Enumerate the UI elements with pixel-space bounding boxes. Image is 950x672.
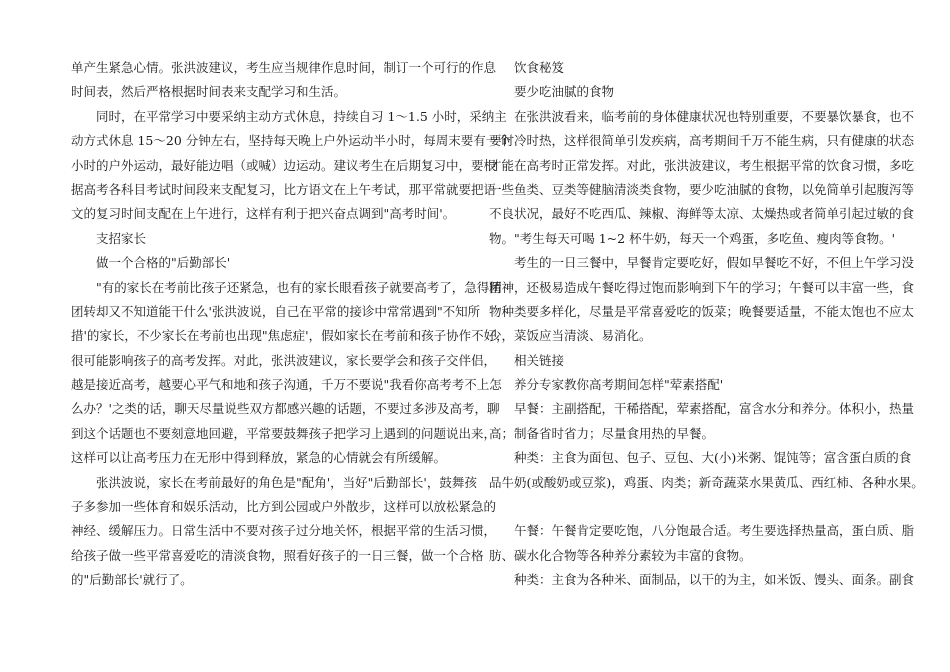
text-line: 早餐：主副搭配，干稀搭配，荤素搭配，富含水分和养分。体积小，热量	[514, 401, 915, 417]
text-line	[489, 495, 881, 519]
text-line: 文的复习时间支配在上午进行，这样有利于把兴奋点调到"高考时间'。	[71, 206, 456, 222]
text-line: 这样可以让高考压力在无形中得到释放，紧急的心情就会有所缓解。	[71, 450, 447, 466]
text-line: 要时冷时热，这样很简单引发疾病，高考期间千万不能生病，只有健康的状态	[489, 133, 915, 149]
text-line: 支招家长	[96, 230, 147, 246]
text-line: 时间表，然后严格根据时间表来支配学习和生活。	[71, 84, 347, 100]
text-line: 不良状况，最好不吃西瓜、辣椒、海鲜等太凉、太燥热或者简单引起过敏的食	[489, 206, 915, 222]
text-line: 同时，在平常学习中要采纳主动方式休息，持续自习 1～1.5 小时，采纳主	[96, 108, 507, 124]
text-line: 在张洪波看来，临考前的身体健康状况也特别重要，不要暴饮暴食，也不	[514, 108, 915, 124]
text-line: 精神，还极易造成午餐吃得过饱而影响到下午的学习；午餐可以丰富一些，食	[489, 279, 915, 295]
text-line: 考生的一日三餐中，早餐肯定要吃好，假如早餐吃不好，不但上午学习没	[514, 255, 915, 271]
left-column	[71, 56, 511, 593]
text-line: 做一个合格的"后勤部长'	[96, 255, 231, 271]
text-line: 午餐：午餐肯定要吃饱，八分饱最合适。考生要选择热量高，蛋白质、脂	[514, 523, 915, 539]
text-line: 越是接近高考，越要心平气和地和孩子沟通，千万不要说"我看你高考考不上怎	[71, 377, 502, 393]
text-line: 到这个话题也不要刻意地回避，平常要鼓舞孩子把学习上遇到的问题说出来，	[71, 425, 497, 441]
text-line: 子多参加一些体育和娱乐活动，比方到公园或户外散步，这样可以放松紧急的	[71, 499, 497, 515]
text-line: 品牛奶(或酸奶或豆浆)，鸡蛋、肉类；新奇蔬菜水果黄瓜、西红柿、各种水果。	[489, 474, 924, 490]
text-line: 物。"考生每天可喝 1~2 杯牛奶，每天一个鸡蛋，多吃鱼、瘦肉等食物。'	[489, 230, 896, 246]
text-line: 要少吃油腻的食物	[514, 84, 615, 100]
text-line: 团转却又不知道能干什么'张洪波说，自己在平常的接诊中常常遇到"不知所	[71, 303, 481, 319]
text-line: 高；制备省时省力；尽量食用热的早餐。	[489, 425, 715, 441]
text-line: 种类：主食为各种米、面制品，以干的为主，如米饭、馒头、面条。副食	[514, 572, 915, 588]
text-line: 动方式休息 15～20 分钟左右，坚持每天晚上户外运动半小时，每周末要有一个	[71, 133, 511, 149]
text-line: 肪、碳水化合物等各种养分素较为丰富的食物。	[489, 547, 752, 563]
text-line: 相关链接	[514, 352, 565, 368]
text-line: 单产生紧急心情。张洪波建议，考生应当规律作息时间，制订一个可行的作息	[71, 60, 497, 75]
text-line: 措'的家长，不少家长在考前也出现"焦虑症'，假如家长在考前和孩子协作不好，	[71, 328, 509, 344]
text-line: 张洪波说，家长在考前最好的角色是"配角'，当好"后勤部长'，鼓舞孩	[96, 474, 477, 490]
text-line: 少，菜饭应当清淡、易消化。	[489, 328, 652, 344]
text-line: 神经、缓解压力。日常生活中不要对孩子过分地关怀，根据平常的生活习惯，	[71, 523, 497, 539]
text-line: 种类：主食为面包、包子、豆包、大(小)米粥、馄饨等；富含蛋白质的食	[514, 450, 912, 466]
right-column	[489, 56, 924, 593]
text-line: "有的家长在考前比孩子还紧急，也有的家长眼看孩子就要高考了，急得团	[96, 279, 502, 295]
text-line: 小时的户外运动，最好能边唱（或喊）边运动。建议考生在后期复习中，要根	[71, 157, 497, 173]
text-line: 一些鱼类、豆类等健脑清淡类食物，要少吃油腻的食物，以免简单引起腹泻等	[489, 181, 915, 197]
text-line: 很可能影响孩子的高考发挥。对此，张洪波建议，家长要学会和孩子交伴侣，	[71, 352, 497, 368]
text-line: 才能在高考时正常发挥。对此，张洪波建议，考生根据平常的饮食习惯，多吃	[489, 157, 915, 173]
text-line: 物种类要多样化，尽量是平常喜爱吃的饭菜；晚餐要适量，不能太饱也不应太	[489, 303, 915, 319]
text-line: 据高考各科目考试时间段来支配复习，比方语文在上午考试，那平常就要把语	[71, 181, 497, 197]
text-line: 养分专家教你高考期间怎样"荤素搭配'	[514, 377, 724, 393]
text-line: 给孩子做一些平常喜爱吃的清淡食物，照看好孩子的一日三餐，做一个合格	[71, 547, 484, 563]
text-line: 饮食秘笈	[514, 60, 565, 75]
text-line: 的"后勤部长'就行了。	[71, 572, 193, 588]
text-line: 么办？'之类的话，聊天尽量说些双方都感兴趣的话题，不要过多涉及高考，聊	[71, 401, 500, 417]
